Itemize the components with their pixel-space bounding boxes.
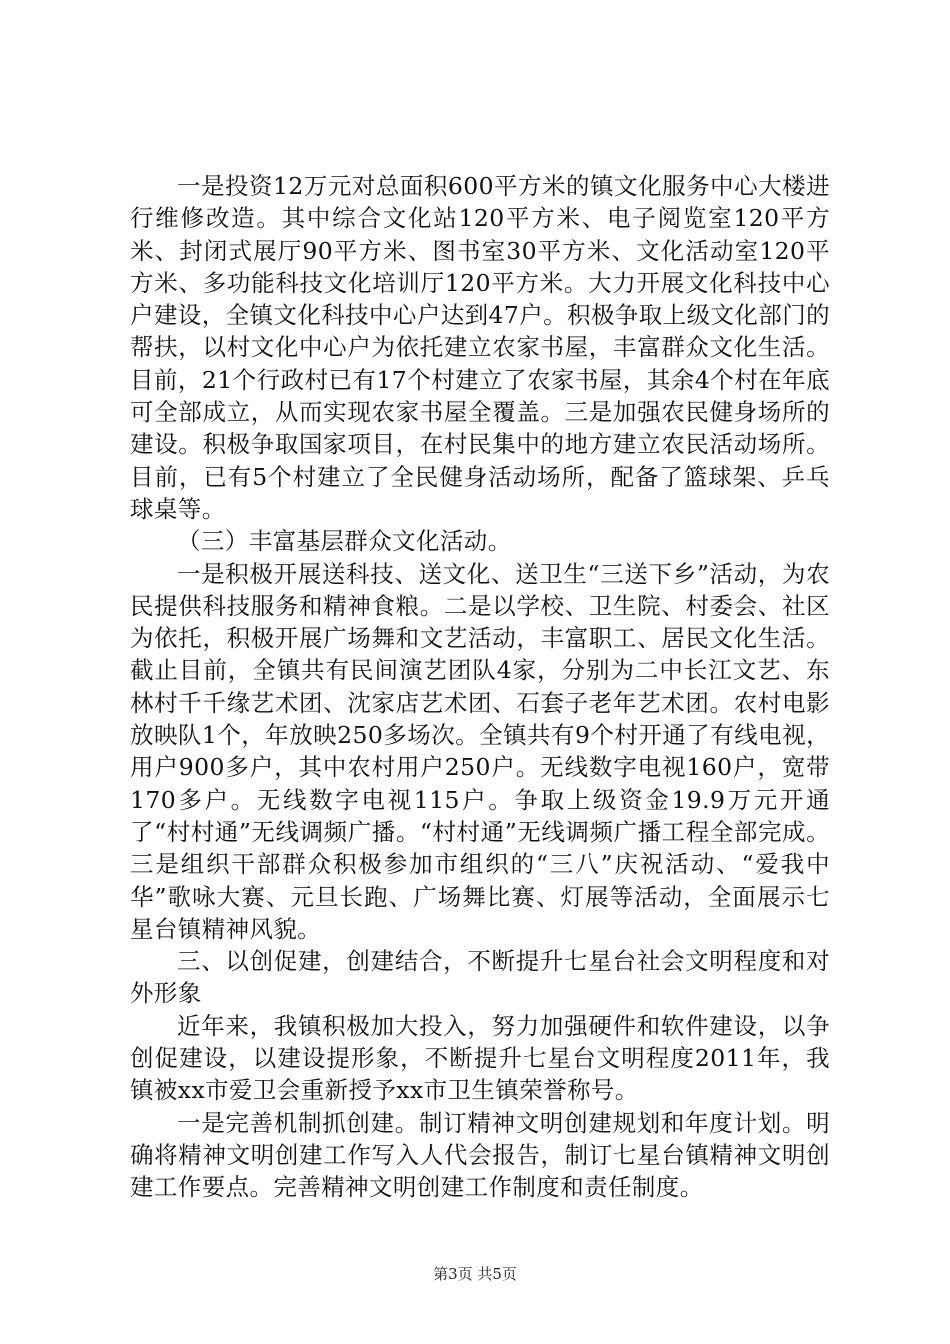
section-heading-cultural-activities: （三）丰富基层群众文化活动。: [177, 527, 512, 556]
paragraph-cultural-facilities: 一是投资12万元对总面积600平方米的镇文化服务中心大楼进行维修改造。其中综合文化站120平方米、电子阅览室120平方米、封闭式展厅90平方米、图书室30平方米、文化活动室120平方米、多功能科技文化培训厅120平方米。大力开展文化科技中心户建设，全镇文化科技中心户达到47户。积极争取上级文化部门的帮扶，以村文化中心户为依托建立农家书屋，丰富群众文化生活。目前，21个行政村已有17个村建立了农家书屋，其余4个村在年底可全部成立，从而实现农家书屋全覆盖。三是加强农民健身场所的建设。积极争取国家项目，在村民集中的地方建立农民活动场所。目前，已有5个村建立了全民健身活动场所，配备了篮球架、乒乓球桌等。: [130, 172, 830, 523]
section-heading-civilization-building: 三、以创促建，创建结合，不断提升七星台社会文明程度和对外形象: [130, 947, 830, 1008]
document-body: [130, 170, 830, 1204]
paragraph-investment-summary: 近年来，我镇积极加大投入，努力加强硬件和软件建设，以争创促建设，以建设提形象，不断提升七星台文明程度2011年，我镇被xx市爱卫会重新授予xx市卫生镇荣誉称号。: [130, 1011, 830, 1105]
paragraph-mechanism-building: 一是完善机制抓创建。制订精神文明创建规划和年度计划。明确将精神文明创建工作写入人代会报告，制订七星台镇精神文明创建工作要点。完善精神文明创建工作制度和责任制度。: [130, 1108, 830, 1202]
page-number-footer: 第3页 共5页: [433, 1265, 517, 1283]
paragraph-cultural-activities: 一是积极开展送科技、送文化、送卫生“三送下乡”活动，为农民提供科技服务和精神食粮。二是以学校、卫生院、村委会、社区为依托，积极开展广场舞和文艺活动，丰富职工、居民文化生活。截止目前，全镇共有民间演艺团队4家，分别为二中长江文艺、东林村千千缘艺术团、沈家店艺术团、石套子老年艺术团。农村电影放映队1个，年放映250多场次。全镇共有9个村开通了有线电视，用户900多户，其中农村用户250户。无线数字电视160户，宽带170多户。无线数字电视115户。争取上级资金19.9万元开通了“村村通”无线调频广播。“村村通”无线调频广播工程全部完成。三是组织干部群众积极参加市组织的“三八”庆祝活动、“爱我中华”歌咏大赛、元旦长跑、广场舞比赛、灯展等活动，全面展示七星台镇精神风貌。: [130, 559, 830, 943]
